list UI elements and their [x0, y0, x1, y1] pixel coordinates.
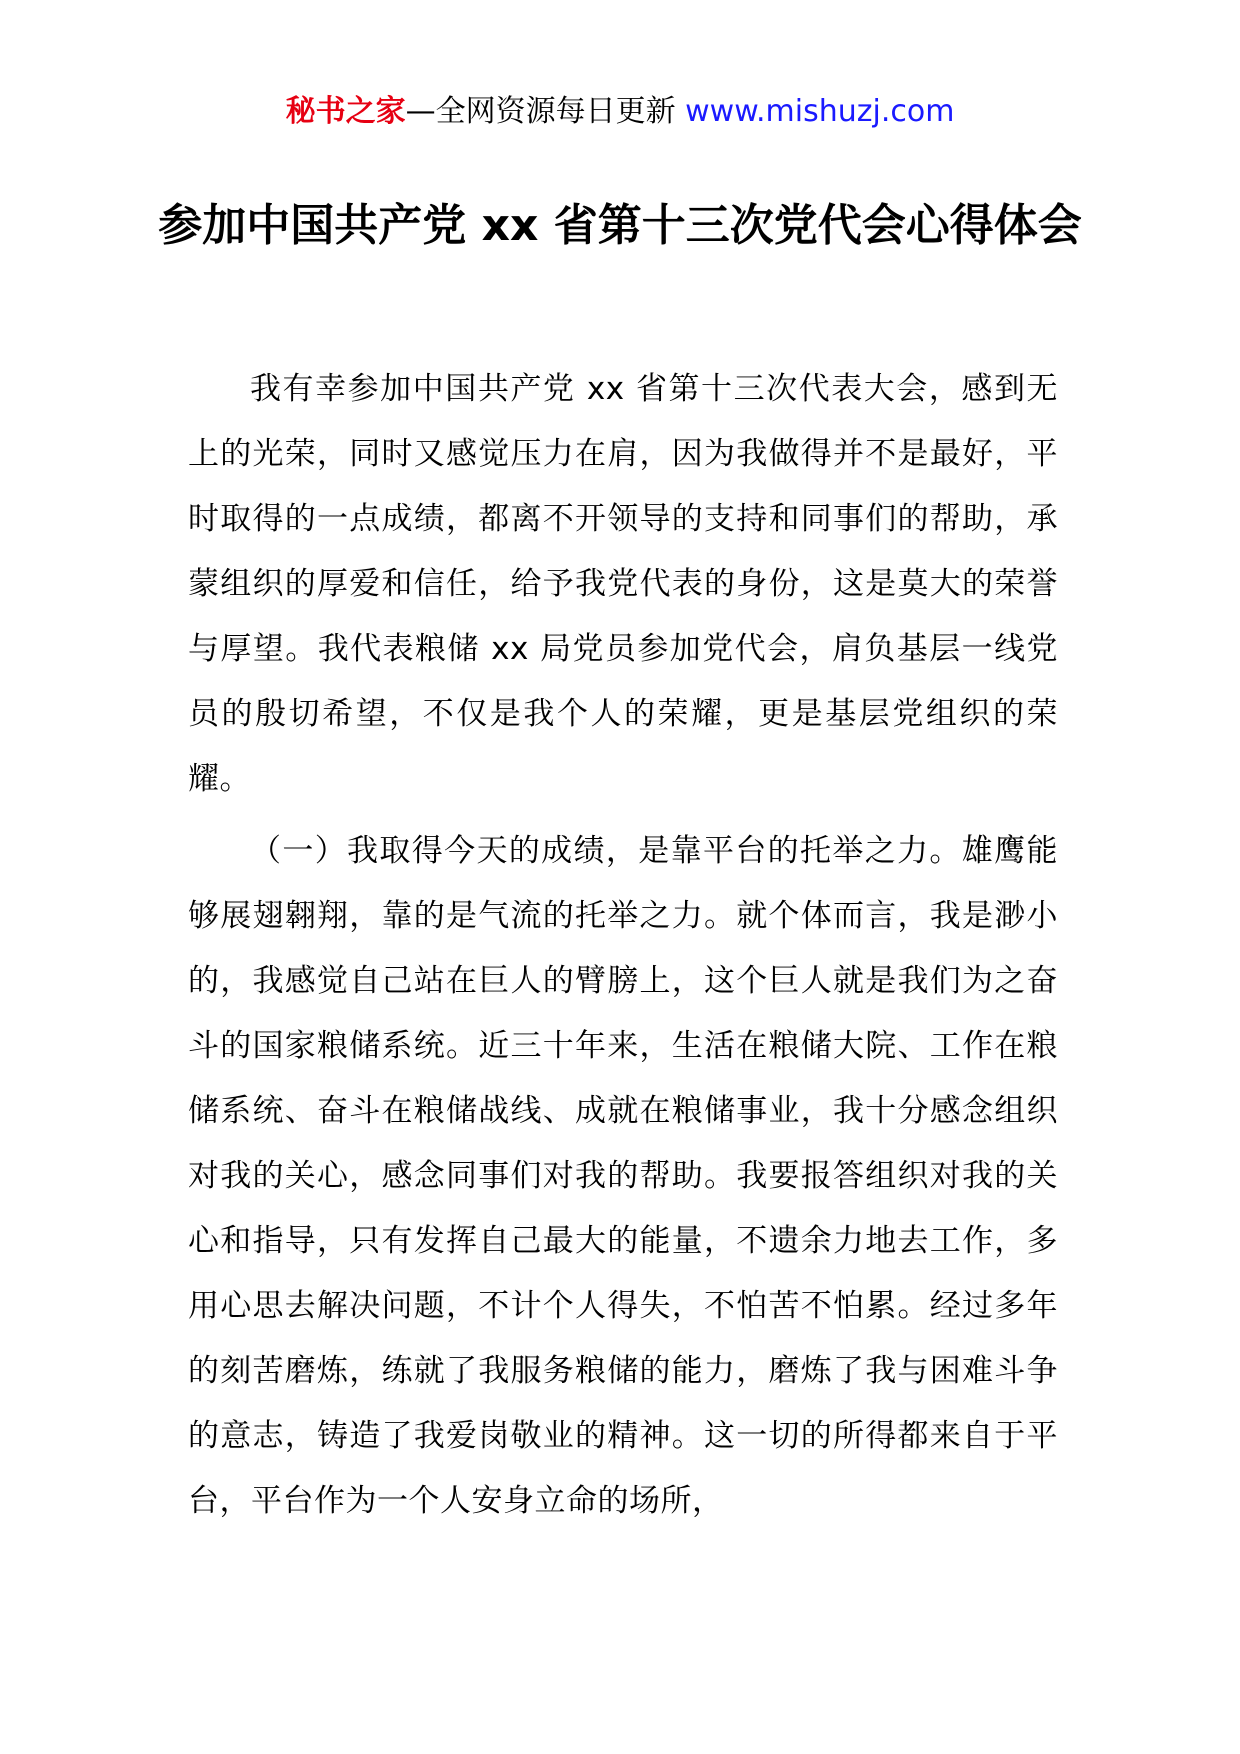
- paragraph-intro: 我有幸参加中国共产党 xx 省第十三次代表大会，感到无上的光荣，同时又感觉压力在肩，因为我做得并不是最好，平时取得的一点成绩，都离不开领导的支持和同事们的帮助，承蒙组织的厚爱和信任，给予我党代表的身份，这是莫大的荣誉与厚望。我代表粮储 xx 局党员参加党代会，肩负基层一线党员的殷切希望，不仅是我个人的荣耀，更是基层党组织的荣耀。: [188, 371, 1058, 797]
- document-title: 参加中国共产党 xx 省第十三次党代会心得体会: [158, 200, 1082, 251]
- site-header: [0, 92, 1240, 132]
- paragraph-section-one: （一）我取得今天的成绩，是靠平台的托举之力。雄鹰能够展翅翱翔，靠的是气流的托举之力。就个体而言，我是渺小的，我感觉自己站在巨人的臂膀上，这个巨人就是我们为之奋斗的国家粮储系统。近三十年来，生活在粮储大院、工作在粮储系统、奋斗在粮储战线、成就在粮储事业，我十分感念组织对我的关心，感念同事们对我的帮助。我要报答组织对我的关心和指导，只有发挥自己最大的能量，不遗余力地去工作，多用心思去解决问题，不计个人得失，不怕苦不怕累。经过多年的刻苦磨炼，练就了我服务粮储的能力，磨炼了我与困难斗争的意志，铸造了我爱岗敬业的精神。这一切的所得都来自于平台，平台作为一个人安身立命的场所，: [188, 833, 1058, 1519]
- site-url-link[interactable]: www.mishuzj.com: [685, 94, 955, 129]
- document-body: [188, 357, 1058, 1541]
- site-slogan: —全网资源每日更新: [405, 94, 686, 129]
- site-brand: 秘书之家: [285, 94, 406, 129]
